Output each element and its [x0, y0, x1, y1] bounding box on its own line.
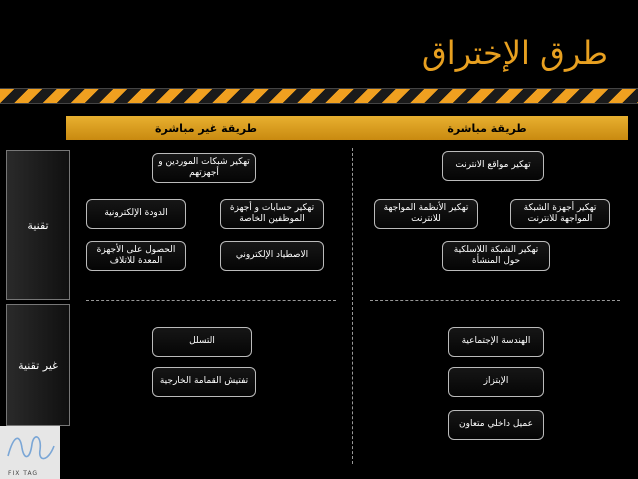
node-hack-employee-accounts: تهكير حسابات و أجهزة الموظفين الخاصة [220, 199, 324, 229]
node-hack-websites: تهكير مواقع الانترنت [442, 151, 544, 181]
node-disposed-devices: الحصول على الأجهزة المعدة للاتلاف [86, 241, 186, 271]
row-label-non-technical: غير تقنية [6, 304, 70, 426]
signature-icon [0, 426, 60, 470]
slide-title: طرق الإختراق [421, 34, 608, 72]
column-header-direct: طريقة مباشرة [346, 116, 628, 140]
row-divider-indirect [86, 300, 336, 301]
column-header-indirect: طريقة غير مباشرة [66, 116, 346, 140]
hazard-stripe-divider [0, 88, 638, 104]
fixtag-logo [0, 426, 60, 479]
node-insider: عميل داخلي متعاون [448, 410, 544, 440]
node-phishing: الاصطياد الإلكتروني [220, 241, 324, 271]
node-hack-network-devices: تهكير أجهزة الشبكة المواجهة للانترنت [510, 199, 610, 229]
node-hack-suppliers: تهكير شبكات الموردين و أجهزتهم [152, 153, 256, 183]
node-social-engineering: الهندسة الإجتماعية [448, 327, 544, 357]
node-infiltration: التسلل [152, 327, 252, 357]
node-extortion: الإبتزاز [448, 367, 544, 397]
row-label-technical: تقنية [6, 150, 70, 300]
node-worm: الدودة الإلكترونية [86, 199, 186, 229]
logo-text: FIX TAG [8, 470, 39, 477]
column-divider [352, 148, 353, 464]
row-divider-direct [370, 300, 620, 301]
node-dumpster-diving: تفتيش القمامة الخارجية [152, 367, 256, 397]
node-hack-wireless: تهكير الشبكة اللاسلكية حول المنشأة [442, 241, 550, 271]
node-hack-systems: تهكير الأنظمة المواجهة للانترنت [374, 199, 478, 229]
